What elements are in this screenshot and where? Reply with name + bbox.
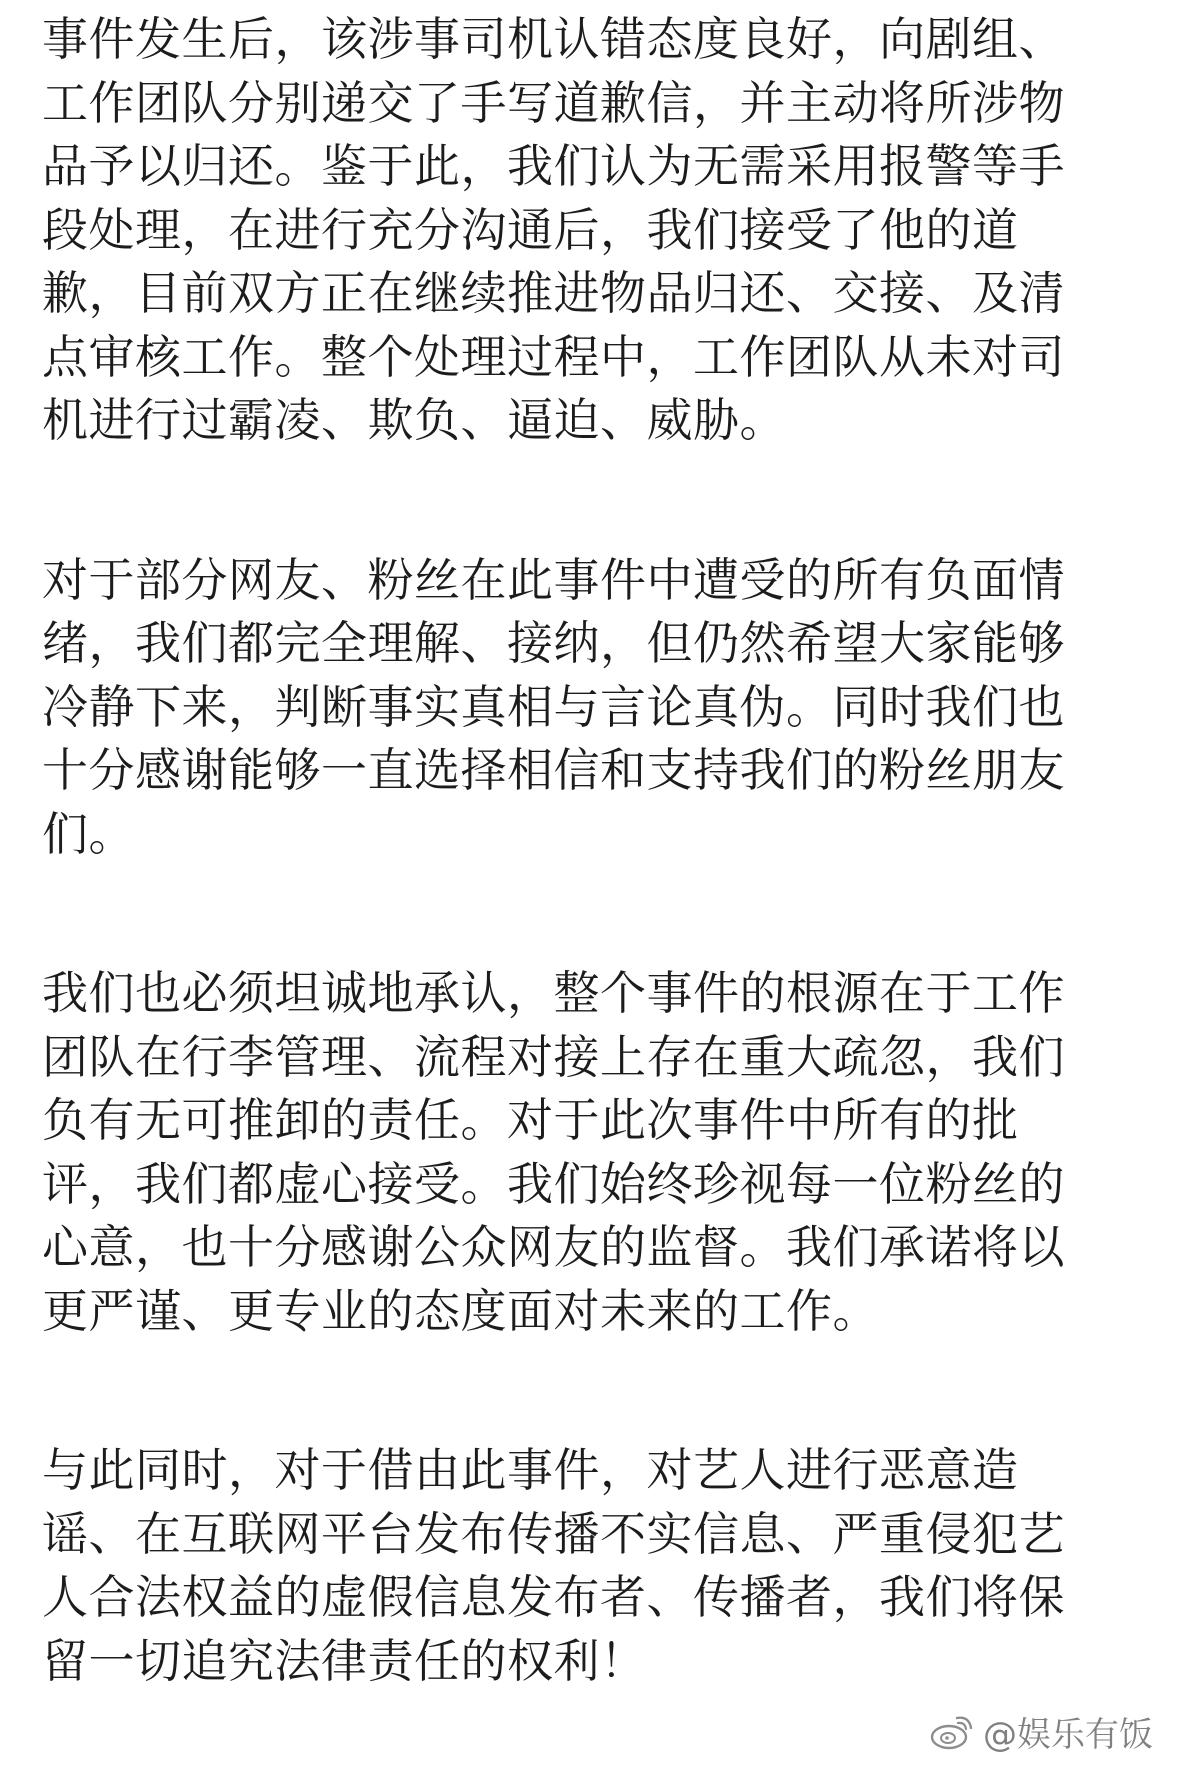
text-line: 机进行过霸凌、欺负、逼迫、威胁。 xyxy=(42,393,786,447)
watermark-text: @娱乐有饭 xyxy=(983,1715,1153,1755)
text-line: 绪，我们都完全理解、接纳，但仍然希望大家能够 xyxy=(42,616,1065,670)
text-line: 事件发生后，该涉事司机认错态度良好，向剧组、 xyxy=(42,12,1065,66)
watermark xyxy=(929,1707,1153,1756)
paragraph-4 xyxy=(42,1439,1142,1693)
text-line: 留一切追究法律责任的权利！ xyxy=(42,1633,647,1688)
text-line: 段处理，在进行充分沟通后，我们接受了他的道 xyxy=(42,202,1019,257)
text-line: 心意，也十分感谢公众网友的监督。我们承诺将以 xyxy=(42,1220,1065,1274)
text-line: 谣、在互联网平台发布传播不实信息、严重侵犯艺 xyxy=(42,1506,1065,1561)
statement-text xyxy=(42,8,1142,1789)
paragraph-3 xyxy=(42,962,1142,1343)
weibo-logo-icon xyxy=(929,1712,979,1752)
text-line: 与此同时，对于借由此事件，对艺人进行恶意造 xyxy=(42,1443,1019,1497)
paragraph-2 xyxy=(42,549,1142,867)
text-line: 团队在行李管理、流程对接上存在重大疏忽，我们 xyxy=(42,1029,1065,1084)
text-line: 十分感谢能够一直选择相信和支持我们的粉丝朋友 xyxy=(42,743,1065,797)
text-line: 点审核工作。整个处理过程中，工作团队从未对司 xyxy=(42,329,1065,384)
text-line: 对于部分网友、粉丝在此事件中遭受的所有负面情 xyxy=(42,552,1065,607)
text-line: 们。 xyxy=(42,806,135,861)
text-line: 冷静下来，判断事实真相与言论真伪。同时我们也 xyxy=(42,679,1065,734)
text-line: 歉，目前双方正在继续推进物品归还、交接、及清 xyxy=(42,266,1065,320)
text-line: 人合法权益的虚假信息发布者、传播者，我们将保 xyxy=(42,1570,1065,1624)
text-line: 负有无可推卸的责任。对于此次事件中所有的批 xyxy=(42,1093,1019,1147)
paragraph-1 xyxy=(42,8,1142,453)
text-line: 评，我们都虚心接受。我们始终珍视每一位粉丝的 xyxy=(42,1156,1065,1211)
text-line: 更严谨、更专业的态度面对未来的工作。 xyxy=(42,1283,879,1338)
text-line: 我们也必须坦诚地承认，整个事件的根源在于工作 xyxy=(42,966,1065,1020)
text-line: 品予以归还。鉴于此，我们认为无需采用报警等手 xyxy=(42,139,1065,193)
text-line: 工作团队分别递交了手写道歉信，并主动将所涉物 xyxy=(42,75,1065,130)
